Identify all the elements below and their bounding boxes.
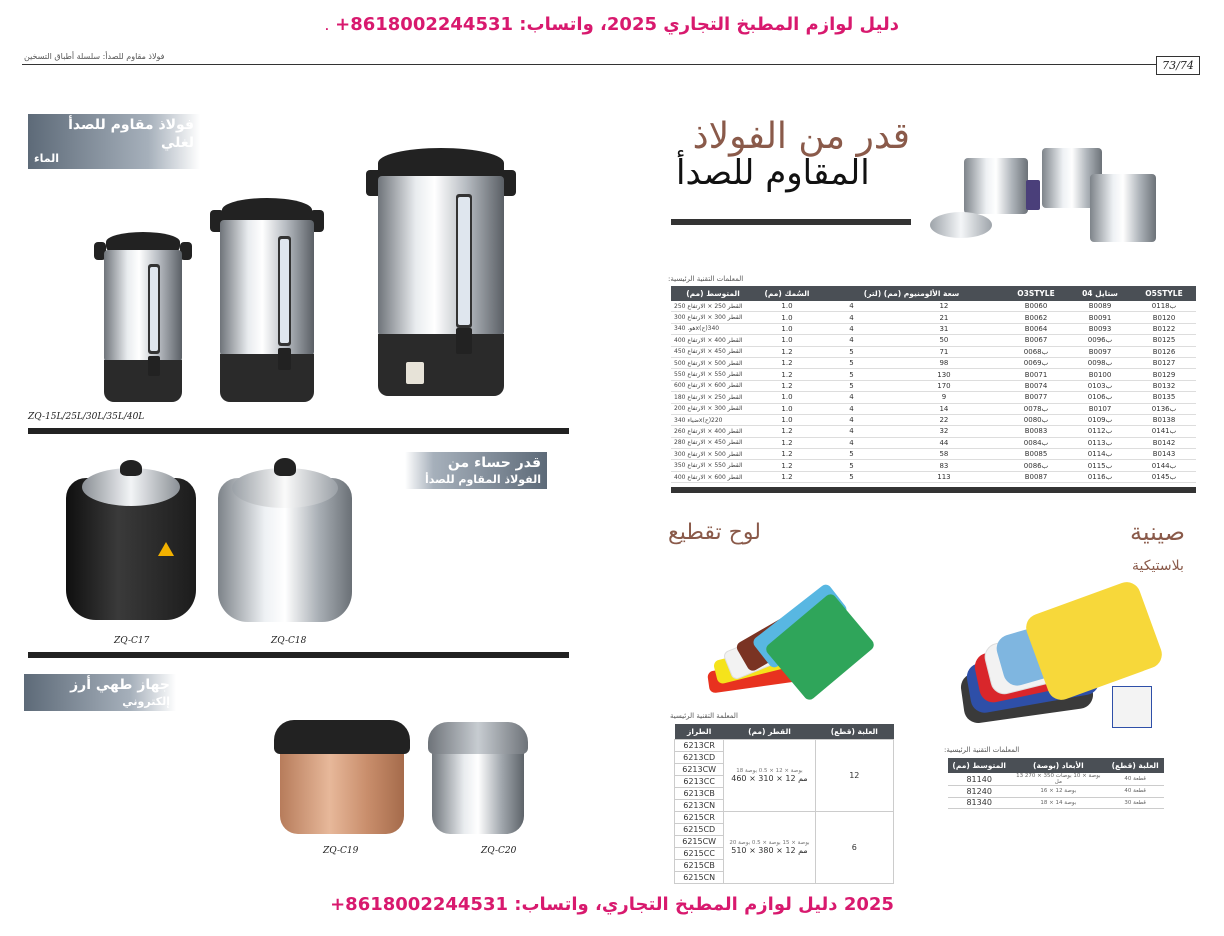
water-boiler-models: ZQ-15L/25L/30L/35L/40L [28, 412, 145, 422]
table-cell: ب0098 [1068, 357, 1132, 368]
water-boiler-label-line2: الماء [34, 152, 60, 165]
dimensions-inch: 20 بوصة × 15 بوصة × 0.5 بوصة [729, 840, 810, 846]
water-boiler-small [98, 232, 188, 402]
stock-pot-title-line1: قدر من الفولاذ [692, 116, 910, 157]
table-cell: 58 [884, 449, 1004, 460]
table-cell: 4 [819, 301, 884, 312]
table-cell: القطر 300 × الارتفاع 200 [671, 403, 755, 414]
table-cell: 1.0 [755, 392, 819, 403]
table-cell: ب0113 [1068, 437, 1132, 448]
stock-pot-table-header [671, 286, 1196, 301]
table-cell: 1.2 [755, 471, 819, 482]
dimensions-cell [724, 740, 815, 812]
table-row [671, 403, 1196, 414]
model-cell: 6215CD [675, 824, 724, 836]
table-cell: القطر 450 × الارتفاع 450 [671, 346, 755, 357]
table-cell: B0132 [1132, 380, 1196, 391]
top-banner-dot: . [325, 22, 329, 33]
table-cell: B0126 [1132, 346, 1196, 357]
cutting-board-title: لوح تقطيع [668, 520, 761, 545]
table-cell: 113 [884, 471, 1004, 482]
table-cell: ب0086 [1004, 460, 1068, 471]
table-row [671, 471, 1196, 482]
table-cell: 4 [819, 437, 884, 448]
table-cell: ب0096 [1068, 335, 1132, 346]
table-cell: B0143 [1132, 449, 1196, 460]
table-row [671, 312, 1196, 323]
table-cell: B0142 [1132, 437, 1196, 448]
tray-title: صينية [1130, 518, 1185, 546]
stock-pot-title [670, 118, 910, 191]
table-row [671, 323, 1196, 334]
table-cell: القطر 500 × الارتفاع 300 [671, 449, 755, 460]
table-cell: B0077 [1004, 392, 1068, 403]
section-divider-1 [28, 428, 569, 434]
rice-cooker-model-1: ZQ-C19 [323, 846, 359, 856]
table-cell: 12 [884, 301, 1004, 312]
table-cell: 1.0 [755, 312, 819, 323]
table-row [671, 335, 1196, 346]
table-cell: 1.2 [755, 449, 819, 460]
dimensions-inch: 18 بوصة × 12 × 0.5 بوصة [736, 768, 803, 774]
table-cell: B0085 [1004, 449, 1068, 460]
table-row [671, 301, 1196, 312]
model-cell: 6213CB [675, 788, 724, 800]
col-o5style: O5STYLE [1132, 286, 1196, 301]
water-boiler-label [28, 114, 200, 169]
table-cell: B0097 [1068, 346, 1132, 357]
table-cell: القطر 550 × الارتفاع 350 [671, 460, 755, 471]
table-cell: القطر 600 × الارتفاع 600 [671, 380, 755, 391]
table-cell: 44 [884, 437, 1004, 448]
table-cell: 4 [819, 414, 884, 425]
table-cell: B0120 [1132, 312, 1196, 323]
cutting-board-table [674, 724, 894, 884]
table-cell: B0091 [1068, 312, 1132, 323]
table-cell: 81140 [948, 773, 1010, 786]
table-cell: ب0141 [1132, 426, 1196, 437]
table-cell: 170 [884, 380, 1004, 391]
col-tray-dimensions: الأبعاد (بوصة) [1010, 758, 1106, 773]
cutting-board-image [702, 594, 882, 704]
stock-pot-caption: المعلمات التقنية الرئيسية: [668, 275, 744, 283]
table-cell: B0074 [1004, 380, 1068, 391]
rice-cooker-steel [432, 726, 524, 834]
table-cell: ضياء 340x(ح)220 [671, 414, 755, 425]
model-cell: 6213CW [675, 764, 724, 776]
col-pack: العلبة (قطع) [815, 724, 893, 740]
table-cell: ب0112 [1068, 426, 1132, 437]
table-cell: B0129 [1132, 369, 1196, 380]
tray-subtitle: بلاستيكية [1132, 558, 1184, 574]
table-cell: القطر 250 × الارتفاع 180 [671, 392, 755, 403]
table-cell: B0135 [1132, 392, 1196, 403]
table-cell: القطر 400 × الارتفاع 400 [671, 335, 755, 346]
table-cell: 1.2 [755, 460, 819, 471]
table-cell: B0125 [1132, 335, 1196, 346]
table-cell: 5 [819, 449, 884, 460]
soup-kettle-steel [218, 478, 352, 622]
running-title: فولاذ مقاوم للصدأ: سلسلة أطباق التسخين [24, 52, 165, 61]
table-cell: القطر 250 × الارتفاع 250 [671, 301, 755, 312]
table-cell: 13 بوصة × 10 بوصات 350 × 270 مل [1010, 773, 1106, 786]
table-row [671, 392, 1196, 403]
table-cell: ب0136 [1132, 403, 1196, 414]
table-cell: B0122 [1132, 323, 1196, 334]
table-cell: 4 [819, 335, 884, 346]
cutting-board-table-header [675, 724, 894, 740]
table-cell: القطر 600 × الارتفاع 400 [671, 471, 755, 482]
table-cell: 81340 [948, 797, 1010, 809]
table-cell: 9 [884, 392, 1004, 403]
table-cell: 1.0 [755, 323, 819, 334]
table-cell: 5 [819, 346, 884, 357]
table-cell: 22 [884, 414, 1004, 425]
table-cell: B0064 [1004, 323, 1068, 334]
dimensions-cell [724, 812, 815, 884]
tray-table-header [948, 758, 1164, 773]
table-row [671, 460, 1196, 471]
top-banner-text: دليل لوازم المطبخ التجاري 2025، واتساب: 8618002244531+ [335, 14, 899, 35]
table-cell: 32 [884, 426, 1004, 437]
table-cell: B0071 [1004, 369, 1068, 380]
table-cell: 130 [884, 369, 1004, 380]
col-04style: 04 ستايل [1068, 286, 1132, 301]
rice-cooker-label [24, 674, 176, 711]
model-cell: 6213CN [675, 800, 724, 812]
table-cell: B0089 [1068, 301, 1132, 312]
model-cell: 6215CW [675, 836, 724, 848]
table-cell: 5 [819, 369, 884, 380]
table-cell: ب0106 [1068, 392, 1132, 403]
table-cell: 14 [884, 403, 1004, 414]
table-row [671, 369, 1196, 380]
model-cell: 6213CR [675, 740, 724, 752]
table-row [671, 346, 1196, 357]
table-cell: 71 [884, 346, 1004, 357]
model-cell: 6215CC [675, 848, 724, 860]
table-cell: B0083 [1004, 426, 1068, 437]
col-tray-average: المتوسط (مم) [948, 758, 1010, 773]
table-cell: 1.2 [755, 369, 819, 380]
rice-cooker-label-line1: جهاز طهي أرز [70, 677, 170, 693]
table-cell: B0087 [1004, 471, 1068, 482]
table-cell: القطر 300 × الارتفاع 300 [671, 312, 755, 323]
table-cell: B0138 [1132, 414, 1196, 425]
header-rule [22, 64, 1156, 65]
table-cell: 21 [884, 312, 1004, 323]
table-cell: 1.0 [755, 335, 819, 346]
dimensions-mm: 460 × 310 × 12 مم [731, 774, 808, 783]
table-cell: 4 [819, 403, 884, 414]
soup-kettle-label-line1: قدر حساء من [447, 455, 541, 471]
water-boiler-large [368, 148, 514, 398]
model-cell: 6215CR [675, 812, 724, 824]
table-row [671, 380, 1196, 391]
table-cell: 1.2 [755, 380, 819, 391]
table-cell: ب0068 [1004, 346, 1068, 357]
col-diameter: القطر (مم) [724, 724, 815, 740]
table-cell: القطر 550 × الارتفاع 550 [671, 369, 755, 380]
water-boiler-medium [214, 198, 320, 404]
table-cell: B0062 [1004, 312, 1068, 323]
table-cell: ب0080 [1004, 414, 1068, 425]
table-cell: ب0084 [1004, 437, 1068, 448]
tray-caption: المعلمات التقنية الرئيسية: [944, 746, 1020, 754]
table-cell: القطر 450 × الارتفاع 280 [671, 437, 755, 448]
table-row [675, 812, 894, 824]
pack-cell: 6 [815, 812, 893, 884]
table-cell: ب0115 [1068, 460, 1132, 471]
table-cell: B0100 [1068, 369, 1132, 380]
table-cell: 1.0 [755, 403, 819, 414]
table-cell: 4 [819, 323, 884, 334]
table-cell: 1.0 [755, 414, 819, 425]
table-cell: B0060 [1004, 301, 1068, 312]
table-cell: 30 قطعة [1106, 797, 1164, 809]
stock-pot-title-line2: المقاوم للصدأ [676, 152, 870, 193]
table-row [948, 797, 1164, 809]
table-cell: 5 [819, 357, 884, 368]
table-cell: ب0069 [1004, 357, 1068, 368]
table-cell: القطر 400 × الارتفاع 260 [671, 426, 755, 437]
table-cell: 18 × 14 بوصة [1010, 797, 1106, 809]
tray-image [962, 590, 1162, 730]
table-cell: 40 قطعة [1106, 786, 1164, 798]
stock-pot-title-rule [671, 219, 911, 225]
cutting-board-caption: المعلمة التقنية الرئيسية [670, 712, 738, 720]
page-number: 73/74 [1156, 56, 1200, 75]
table-row [671, 357, 1196, 368]
table-cell: 16 × 12 بوصة [1010, 786, 1106, 798]
table-cell: ب0114 [1068, 449, 1132, 460]
table-cell: 4 [819, 392, 884, 403]
col-tray-pack: العلبة (قطع) [1106, 758, 1164, 773]
table-cell: 1.2 [755, 357, 819, 368]
stock-pot-table [671, 286, 1196, 483]
table-row [675, 740, 894, 752]
table-cell: 1.2 [755, 426, 819, 437]
table-cell: القطر 500 × الارتفاع 500 [671, 357, 755, 368]
table-cell: B0127 [1132, 357, 1196, 368]
table-cell: ب0109 [1068, 414, 1132, 425]
stock-pots-image [930, 140, 1180, 250]
col-capacity: سعة الألومنيوم (مم) (لتر) [819, 286, 1004, 301]
bottom-banner: 2025 دليل لوازم المطبخ التجاري، واتساب: 8618002244531+ [330, 894, 894, 915]
rice-cooker-model-2: ZQ-C20 [481, 846, 517, 856]
soup-kettle-model-1: ZQ-C17 [114, 636, 150, 646]
table-cell: 5 [819, 460, 884, 471]
table-cell: 31 [884, 323, 1004, 334]
table-cell: ب0118 [1132, 301, 1196, 312]
table-cell: هو. 340x(ح)340 [671, 323, 755, 334]
table-cell: 40 قطعة [1106, 773, 1164, 786]
table-row [671, 437, 1196, 448]
table-cell: 1.0 [755, 301, 819, 312]
model-cell: 6213CD [675, 752, 724, 764]
stock-pot-table-rule [671, 487, 1196, 493]
table-cell: ب0144 [1132, 460, 1196, 471]
table-row [671, 426, 1196, 437]
table-cell: 50 [884, 335, 1004, 346]
col-thickness: السُمك (مم) [755, 286, 819, 301]
table-cell: 5 [819, 471, 884, 482]
table-cell: ب0078 [1004, 403, 1068, 414]
model-cell: 6215CN [675, 872, 724, 884]
soup-kettle-model-2: ZQ-C18 [271, 636, 307, 646]
soup-kettle-black [66, 478, 196, 620]
table-cell: B0107 [1068, 403, 1132, 414]
table-cell: 5 [819, 380, 884, 391]
model-cell: 6215CB [675, 860, 724, 872]
table-cell: 98 [884, 357, 1004, 368]
rice-cooker-label-line2: إلكتروني [122, 694, 170, 708]
water-boiler-label-line1: فولاذ مقاوم للصدأ لغلي [68, 117, 194, 151]
table-cell: ب0145 [1132, 471, 1196, 482]
table-cell: ب0116 [1068, 471, 1132, 482]
table-cell: 83 [884, 460, 1004, 471]
dimensions-mm: 510 × 380 × 12 مم [731, 846, 808, 855]
table-row [671, 449, 1196, 460]
table-cell: B0067 [1004, 335, 1068, 346]
table-cell: ب0103 [1068, 380, 1132, 391]
pack-cell: 12 [815, 740, 893, 812]
soup-kettle-label [405, 452, 547, 489]
table-cell: 1.2 [755, 346, 819, 357]
table-cell: 4 [819, 312, 884, 323]
table-cell: B0093 [1068, 323, 1132, 334]
rice-cooker-wood [280, 724, 404, 834]
col-average: المتوسط (مم) [671, 286, 755, 301]
table-cell: 81240 [948, 786, 1010, 798]
table-row [948, 786, 1164, 798]
soup-kettle-label-line2: الفولاذ المقاوم للصدأ [424, 472, 541, 486]
table-row [948, 773, 1164, 786]
section-divider-2 [28, 652, 569, 658]
table-row [671, 414, 1196, 425]
col-model: الطراز [675, 724, 724, 740]
top-banner [0, 14, 1224, 35]
model-cell: 6213CC [675, 776, 724, 788]
tray-table [948, 758, 1164, 809]
col-o3style: O3STYLE [1004, 286, 1068, 301]
table-cell: 4 [819, 426, 884, 437]
table-cell: 1.2 [755, 437, 819, 448]
